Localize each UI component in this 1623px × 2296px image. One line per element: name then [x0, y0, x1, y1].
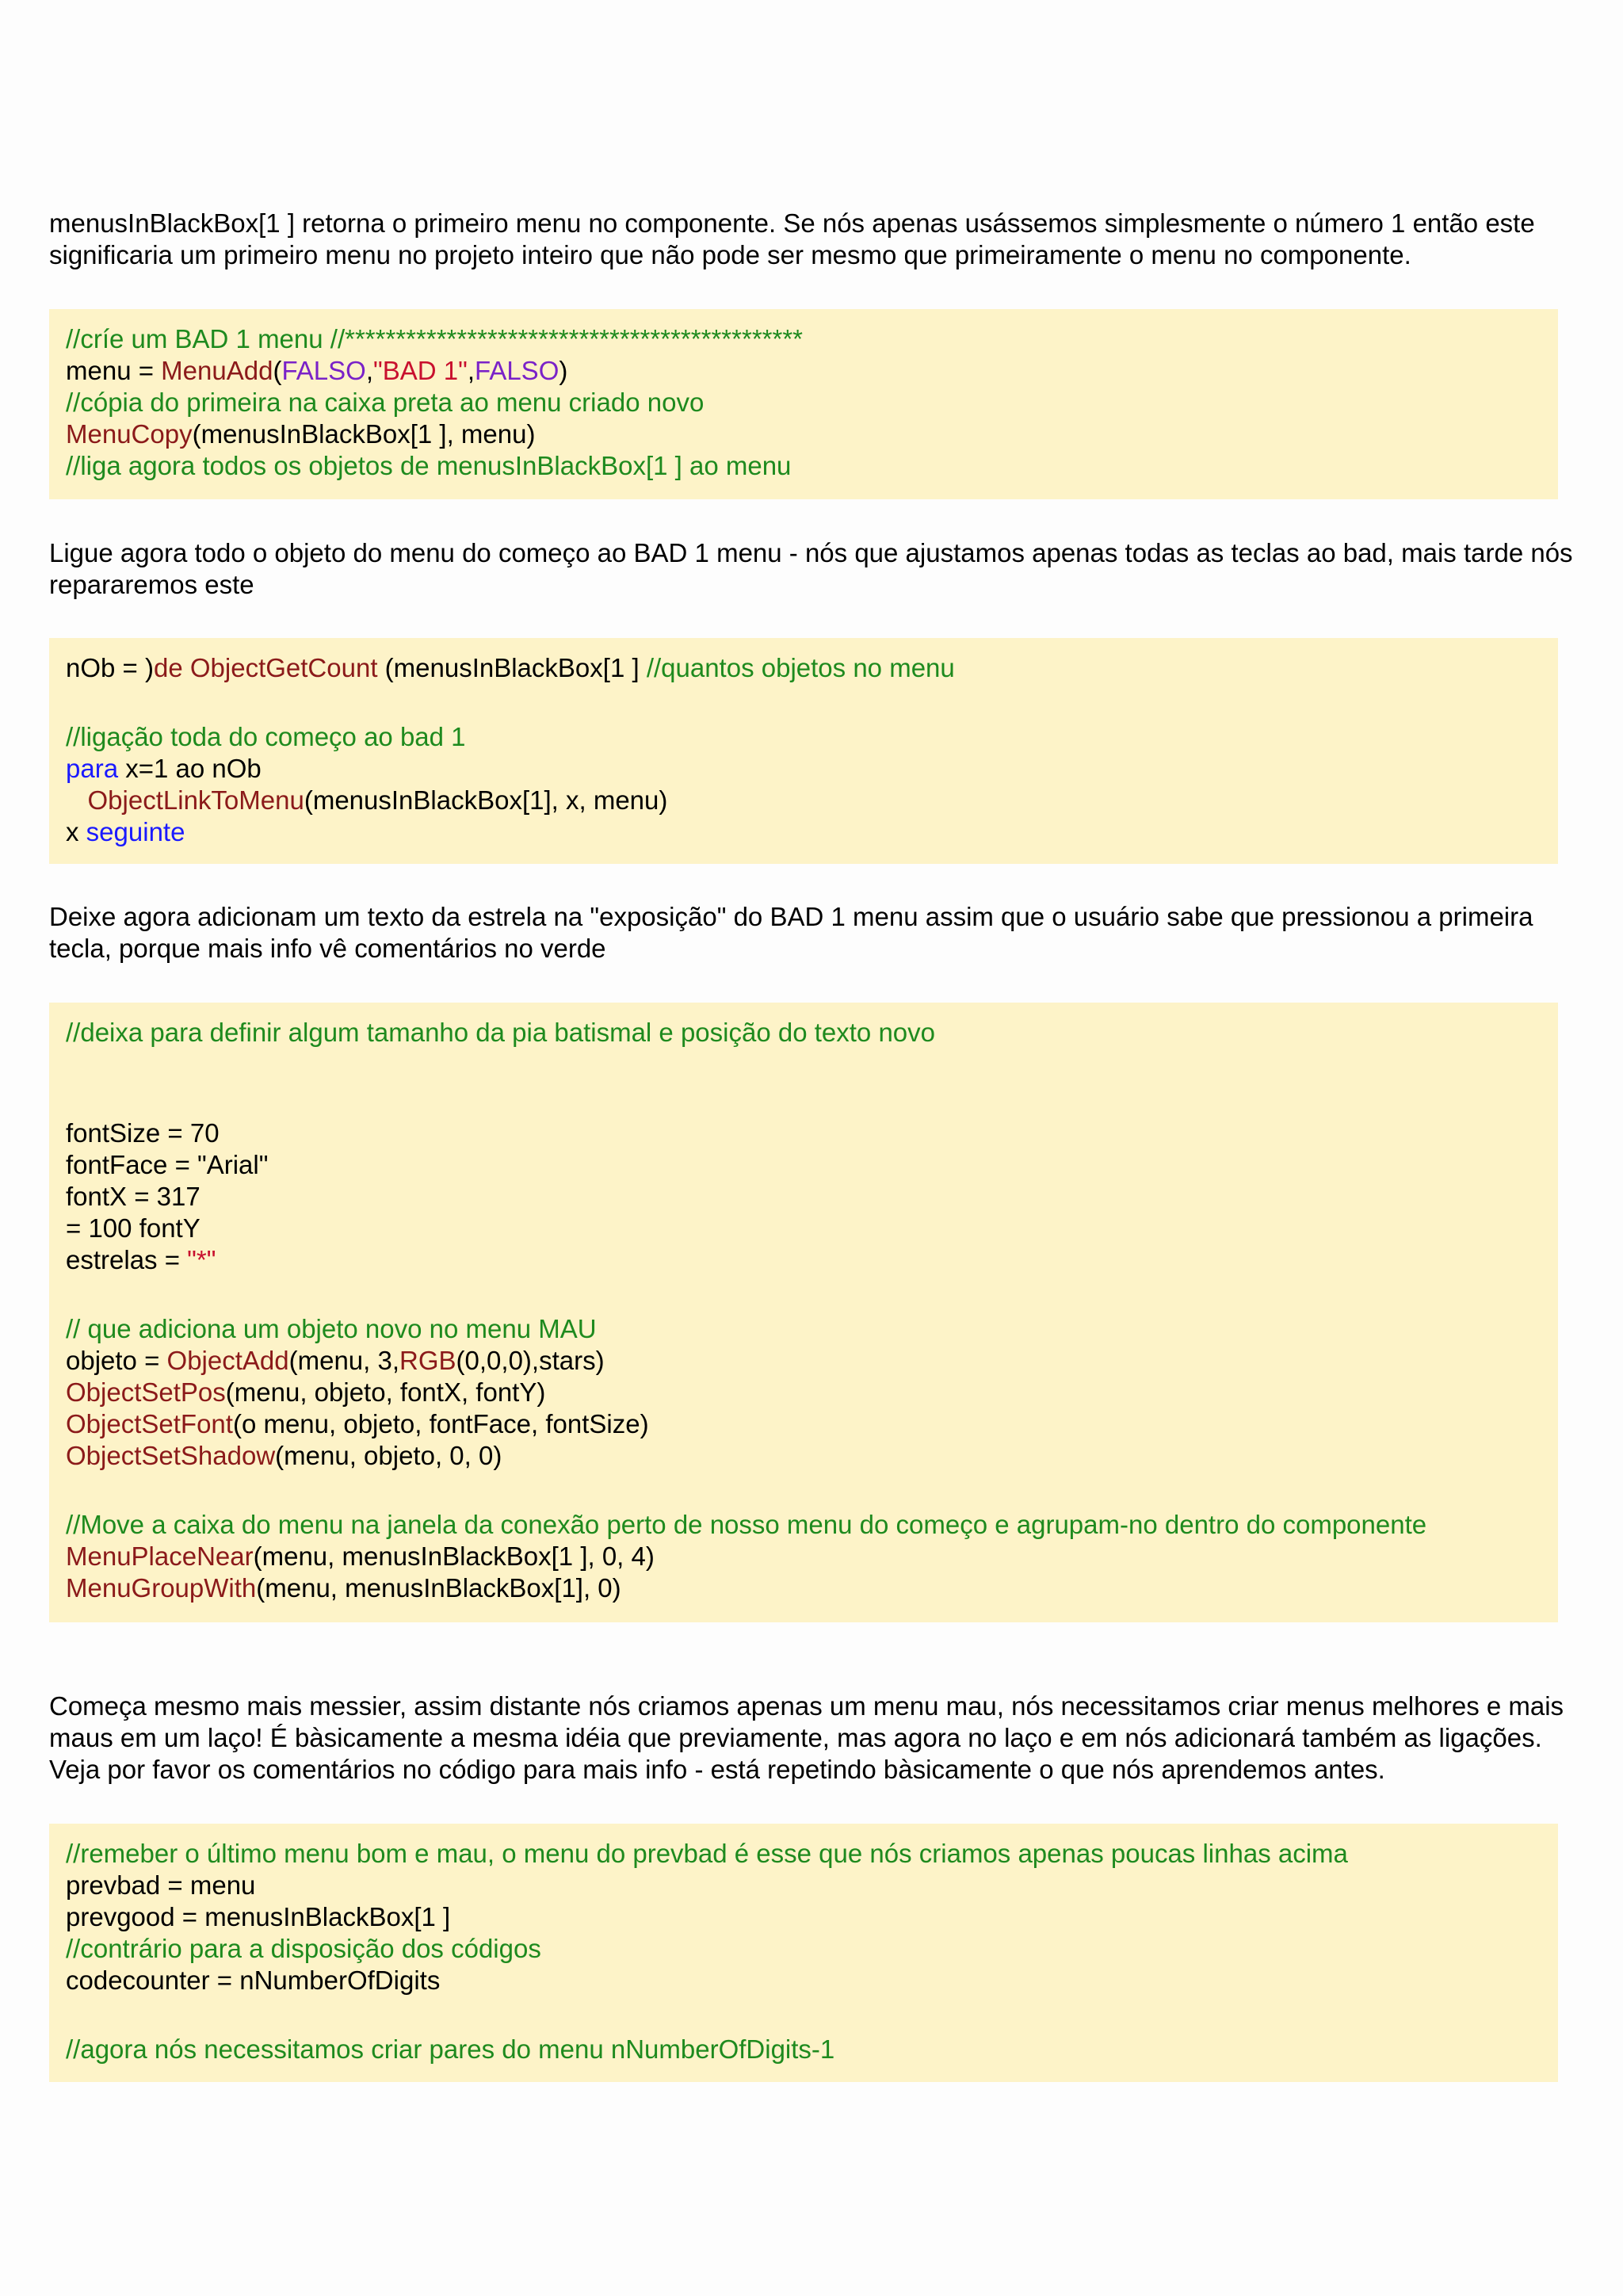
code-function: ObjectSetPos	[66, 1377, 226, 1407]
code-indent	[66, 785, 88, 815]
code-block-create-bad-menu	[49, 309, 1558, 499]
code-text: (	[273, 356, 282, 385]
code-line	[66, 785, 1558, 816]
code-line	[66, 355, 1558, 387]
code-line: fontX = 317	[66, 1182, 200, 1211]
code-keyword: seguinte	[86, 817, 185, 846]
code-function: MenuCopy	[66, 419, 193, 449]
code-comment: //críe um BAD 1 menu //*********************************************	[66, 324, 804, 353]
code-function: de ObjectGetCount	[153, 653, 378, 682]
code-blank-line	[66, 1276, 1558, 1313]
code-text: objeto =	[66, 1346, 167, 1375]
code-line	[66, 1345, 1558, 1377]
code-comment: //deixa para definir algum tamanho da pia batismal e posição do texto novo	[66, 1018, 936, 1047]
code-text: (menu, menusInBlackBox[1], 0)	[256, 1573, 621, 1603]
code-blank-line	[66, 1049, 1558, 1117]
code-line: fontFace = "Arial"	[66, 1150, 269, 1179]
code-line	[66, 1408, 1558, 1440]
code-comment: //ligação toda do começo ao bad 1	[66, 722, 466, 751]
paragraph-intro: menusInBlackBox[1 ] retorna o primeiro menu no componente. Se nós apenas usássemos simplesmente o número 1 então este significaria um primeiro menu no projeto inteiro que não pode ser mesmo que primeiramente o menu no componente.	[49, 208, 1535, 269]
code-comment: //agora nós necessitamos criar pares do menu nNumberOfDigits-1	[66, 2034, 835, 2064]
code-text: (0,0,0),stars)	[456, 1346, 605, 1375]
code-text: x	[66, 817, 86, 846]
code-text: (menusInBlackBox[1 ]	[377, 653, 647, 682]
code-keyword: para	[66, 754, 119, 783]
code-line: prevgood = menusInBlackBox[1 ]	[66, 1902, 451, 1931]
code-blank-line	[66, 684, 1558, 721]
code-block-star-object	[49, 1003, 1558, 1622]
code-text: nOb = )	[66, 653, 154, 682]
code-text: (o menu, objeto, fontFace, fontSize)	[232, 1409, 649, 1438]
code-function: ObjectSetShadow	[66, 1441, 276, 1470]
code-line	[66, 1440, 1558, 1472]
code-comment: //contrário para a disposição dos códigos	[66, 1934, 541, 1963]
code-line	[66, 1377, 1558, 1408]
code-line	[66, 418, 1558, 450]
code-text: )	[559, 356, 568, 385]
code-line	[66, 1244, 1558, 1276]
code-blank-line	[66, 1472, 1558, 1509]
code-comment: //quantos objetos no menu	[646, 653, 955, 682]
code-blank-line	[66, 1996, 1558, 2034]
code-constant: FALSO	[474, 356, 559, 385]
code-line	[66, 753, 1558, 785]
paragraph-link-objects: Ligue agora todo o objeto do menu do começo ao BAD 1 menu - nós que ajustamos apenas todas as teclas ao bad, mais tarde nós repararemos este	[49, 538, 1573, 599]
code-line	[66, 1541, 1558, 1572]
code-text: (menusInBlackBox[1], x, menu)	[304, 785, 668, 815]
code-text: ,	[467, 356, 475, 385]
code-text: (menu, objeto, fontX, fontY)	[225, 1377, 546, 1407]
code-constant: FALSO	[281, 356, 366, 385]
paragraph-star-text: Deixe agora adicionam um texto da estrela na "exposição" do BAD 1 menu assim que o usuário sabe que pressionou a primeira tecla, porque mais info vê comentários no verde	[49, 902, 1533, 963]
code-string: "BAD 1"	[373, 356, 468, 385]
code-comment: //liga agora todos os objetos de menusInBlackBox[1 ] ao menu	[66, 451, 792, 480]
code-text: ,	[365, 356, 373, 385]
paragraph-loop-menus: Começa mesmo mais messier, assim distante nós criamos apenas um menu mau, nós necessitamos criar menus melhores e mais maus em um laço! É bàsicamente a mesma idéia que previamente, mas agora no laço e em nós adicionará também as ligações. Veja por favor os comentários no código para mais info - está repetindo bàsicamente o que nós aprendemos antes.	[49, 1691, 1564, 1784]
code-line	[66, 652, 1558, 684]
code-function: RGB	[399, 1346, 456, 1375]
code-comment: //remeber o último menu bom e mau, o menu do prevbad é esse que nós criamos apenas poucas linhas acima	[66, 1839, 1348, 1868]
code-function: ObjectLinkToMenu	[87, 785, 304, 815]
code-text: menu =	[66, 356, 162, 385]
code-line: codecounter = nNumberOfDigits	[66, 1966, 441, 1995]
code-text: estrelas =	[66, 1245, 188, 1274]
code-line	[66, 1572, 1558, 1604]
code-function: ObjectAdd	[166, 1346, 289, 1375]
code-function: MenuGroupWith	[66, 1573, 257, 1603]
code-comment: //Move a caixa do menu na janela da conexão perto de nosso menu do começo e agrupam-no dentro do componente	[66, 1510, 1427, 1539]
code-comment: //cópia do primeira na caixa preta ao menu criado novo	[66, 388, 705, 417]
code-function: MenuAdd	[161, 356, 273, 385]
code-text: (menu, 3,	[288, 1346, 400, 1375]
code-text: (menu, objeto, 0, 0)	[275, 1441, 502, 1470]
code-text: (menu, menusInBlackBox[1 ], 0, 4)	[253, 1541, 655, 1571]
code-line	[66, 816, 1558, 848]
code-function: MenuPlaceNear	[66, 1541, 254, 1571]
code-string: "*"	[187, 1245, 216, 1274]
code-text: x=1 ao nOb	[118, 754, 262, 783]
code-line: prevbad = menu	[66, 1870, 256, 1900]
code-line: fontSize = 70	[66, 1118, 220, 1148]
code-function: ObjectSetFont	[66, 1409, 233, 1438]
code-line: = 100 fontY	[66, 1213, 200, 1243]
code-text: (menusInBlackBox[1 ], menu)	[192, 419, 536, 449]
code-block-prev-menus	[49, 1824, 1558, 2082]
code-block-link-objects	[49, 638, 1558, 864]
code-comment: // que adiciona um objeto novo no menu MAU	[66, 1314, 597, 1343]
